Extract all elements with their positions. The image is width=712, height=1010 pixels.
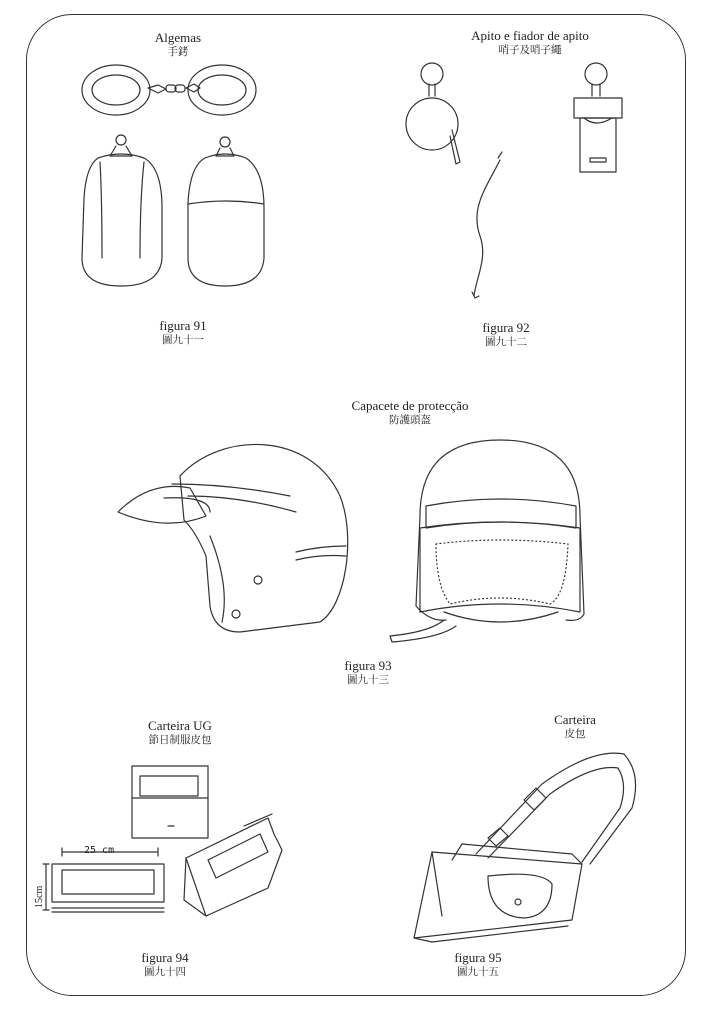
caption-capacete [320, 398, 500, 427]
title-zh: 防護頭盔 [389, 414, 431, 427]
carteira-illustration [392, 744, 652, 944]
handcuffs-illustration [60, 58, 280, 298]
figure-label-91: figura 91 圖九十一 [159, 318, 207, 347]
title-zh: 皮包 [564, 728, 586, 741]
title-pt: Capacete de protecção [351, 398, 469, 413]
title-zh: 手銬 [167, 46, 189, 59]
figure-label-92: figura 92 圖九十二 [482, 320, 530, 349]
title-pt: Algemas [154, 30, 202, 45]
title-pt: Carteira UG [148, 718, 212, 733]
figure-label-93: figura 93 圖九十三 [344, 658, 392, 687]
title-zh: 節日制服皮包 [148, 734, 212, 747]
title-pt: Apito e fiador de apito [471, 28, 589, 43]
figure-label-94: figura 94 圖九十四 [141, 950, 189, 979]
title-pt: Carteira [554, 712, 596, 727]
caption-carteira [520, 712, 630, 741]
whistle-illustration [400, 58, 630, 308]
caption-algemas [118, 30, 238, 59]
width-dimension: 25 cm [84, 845, 115, 856]
height-dimension: 15cm [34, 885, 45, 908]
caption-carteira-ug [120, 718, 240, 747]
figure-label-95: figura 95 圖九十五 [454, 950, 502, 979]
carteira-ug-illustration [36, 760, 296, 940]
title-zh: 哨子及哨子繩 [498, 44, 562, 57]
caption-apito [430, 28, 630, 57]
helmet-illustration [110, 436, 600, 654]
